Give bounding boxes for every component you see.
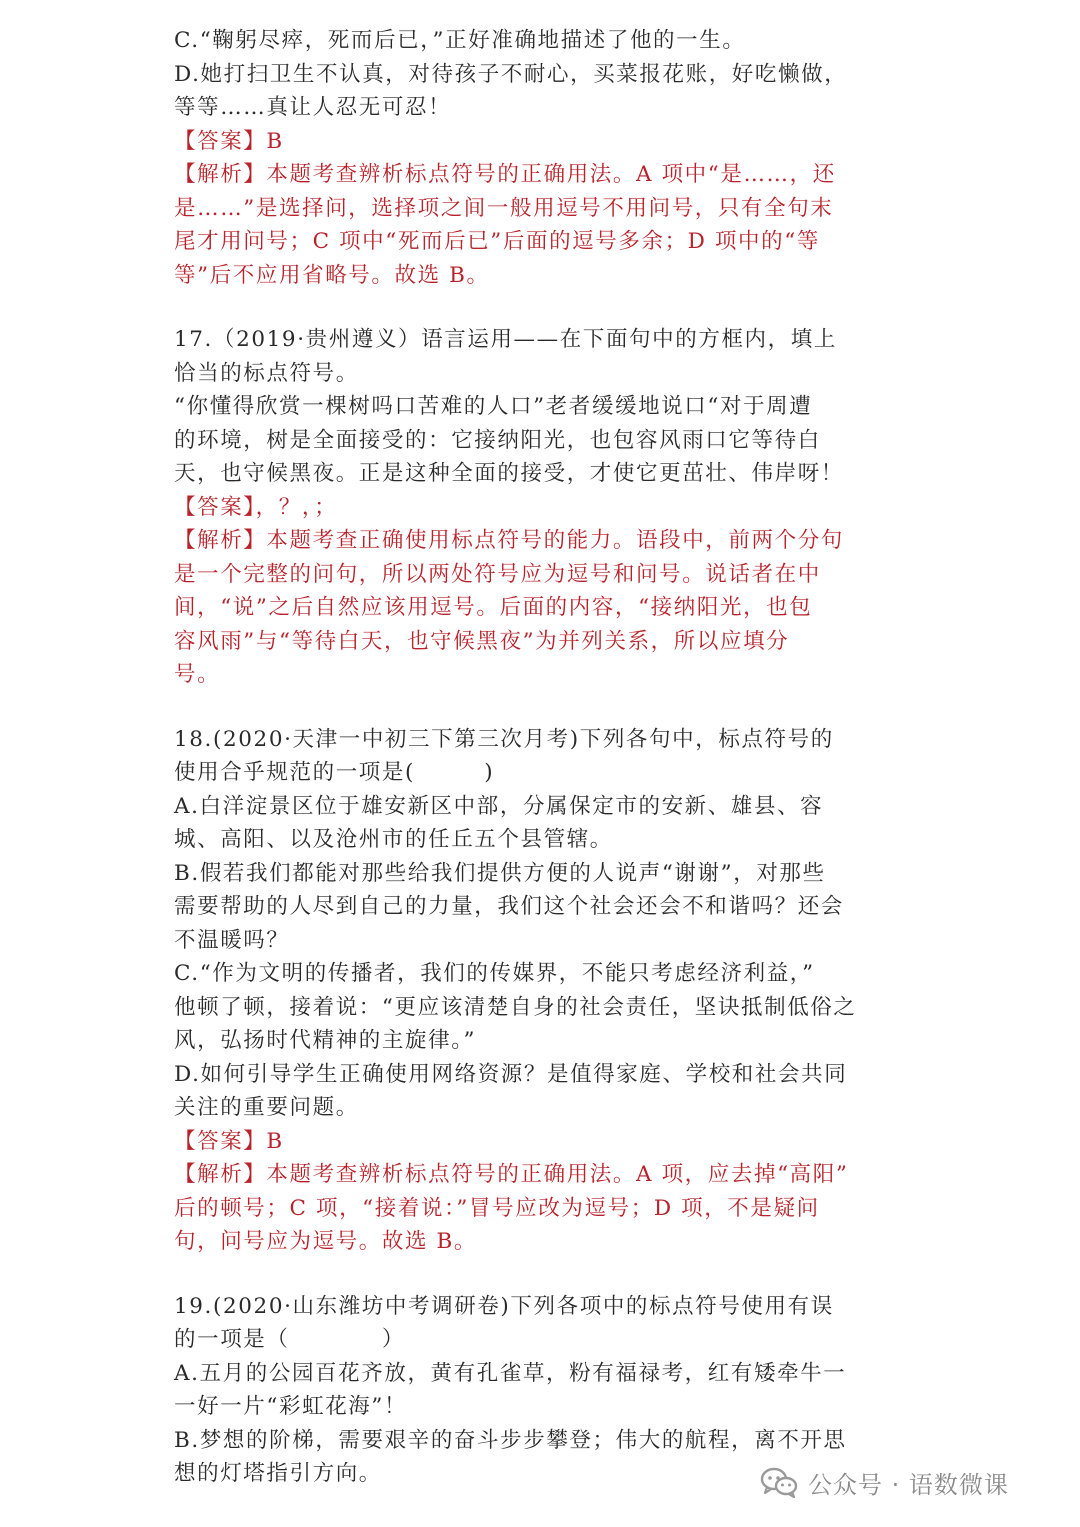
q18-stem-line1: 18.(2020·天津一中初三下第三次月考)下列各句中，标点符号的: [174, 726, 834, 752]
q19-option-a-line2: 一好一片“彩虹花海”！: [174, 1394, 408, 1419]
q19-option-a-line1: A.五月的公园百花齐放，黄有孔雀草，粉有福禄考，红有矮牵牛一: [174, 1360, 847, 1386]
q18-analysis-line2: 后的顿号；C 项，“接着说：”冒号应改为逗号；D 项，不是疑问: [174, 1195, 820, 1221]
q17-stem-line2: 恰当的标点符号。: [174, 360, 359, 386]
q17-text-line2: 的环境，树是全面接受的：它接纳阳光，也包容风雨口它等待白: [174, 427, 821, 453]
q17-analysis-line1: 【解析】本题考查正确使用标点符号的能力。语段中，前两个分句: [174, 528, 844, 553]
q18-option-d-line2: 关注的重要问题。: [174, 1095, 359, 1120]
q17-analysis-line5: 号。: [174, 662, 221, 687]
q18-option-a-line2: 城、高阳、以及沧州市的任丘五个县管辖。: [174, 827, 613, 852]
q18-option-c-line3: 风，弘扬时代精神的主旋律。”: [174, 1028, 477, 1053]
watermark-text: 公众号 · 语数微课: [808, 1470, 1009, 1499]
q18-stem-line2: 使用合乎规范的一项是( ): [174, 760, 495, 785]
wechat-icon: [760, 1466, 798, 1498]
q18-option-c-line2: 他顿了顿，接着说：“更应该清楚自身的社会责任，坚诀抵制低俗之: [174, 994, 857, 1020]
wechat-watermark: [760, 1462, 1009, 1502]
q18-option-c-line1: C.“作为文明的传播者，我们的传媒界，不能只考虑经济利益，”: [174, 961, 815, 986]
q16-analysis-line4: 等”后不应用省略号。故选 B。: [174, 262, 490, 288]
q16-option-d-line2: 等等……真让人忍无可忍！: [174, 95, 452, 120]
question-18: [174, 723, 904, 1259]
q19-option-b-line1: B.梦想的阶梯，需要艰辛的奋斗步步攀登；伟大的航程，离不开思: [174, 1427, 847, 1453]
q16-option-d-line1: D.她打扫卫生不认真，对待孩子不耐心，买菜报花账，好吃懒做，: [174, 61, 848, 87]
q18-option-b-line2: 需要帮助的人尽到自己的力量，我们这个社会还会不和谐吗？还会: [174, 894, 844, 919]
q16-option-c: C.“鞠躬尽瘁，死而后已，”正好准确地描述了他的一生。: [174, 28, 746, 53]
document-page: [174, 24, 904, 1491]
q17-analysis-line4: 容风雨”与“等待白天，也守候黑夜”为并列关系，所以应填分: [174, 628, 790, 654]
q16-analysis-line2: 是……”是选择问，选择项之间一般用逗号不用问号，只有全句末: [174, 195, 834, 221]
q17-answer: 【答案】，？，；: [174, 494, 338, 520]
q17-stem-line1: 17.（2019·贵州遵义）语言运用——在下面句中的方框内，填上: [174, 327, 837, 352]
q17-analysis-line3: 间，“说”之后自然应该用逗号。后面的内容，“接纳阳光，也包: [174, 595, 813, 620]
section-gap: [174, 292, 904, 323]
question-17: [174, 323, 904, 692]
q18-option-b-line1: B.假若我们都能对那些给我们提供方便的人说声“谢谢”，对那些: [174, 860, 826, 886]
q18-option-a-line1: A.白洋淀景区位于雄安新区中部，分属保定市的安新、雄县、容: [174, 793, 824, 819]
question-16: [174, 24, 904, 292]
q17-analysis-line2: 是一个完整的问句，所以两处符号应为逗号和问号。说话者在中: [174, 561, 821, 587]
q18-option-d-line1: D.如何引导学生正确使用网络资源？是值得家庭、学校和社会共同: [174, 1061, 848, 1087]
q19-option-b-line2: 想的灯塔指引方向。: [174, 1461, 382, 1486]
q16-analysis-line1: 【解析】本题考查辨析标点符号的正确用法。A 项中“是……，还: [174, 162, 836, 187]
q18-analysis-line3: 句，问号应为逗号。故选 B。: [174, 1229, 478, 1254]
q18-option-b-line3: 不温暖吗？: [174, 927, 290, 953]
q18-answer: 【答案】B: [174, 1128, 284, 1154]
q17-text-line3: 天，也守候黑夜。正是这种全面的接受，才使它更茁壮、伟岸呀！: [174, 461, 844, 486]
question-19: [174, 1290, 904, 1491]
section-gap: [174, 692, 904, 723]
q19-stem-line1: 19.(2020·山东潍坊中考调研卷)下列各项中的标点符号使用有误: [174, 1293, 834, 1319]
q18-analysis-line1: 【解析】本题考查辨析标点符号的正确用法。A 项，应去掉“高阳”: [174, 1162, 849, 1187]
q16-analysis-line3: 尾才用问号；C 项中“死而后已”后面的逗号多余；D 项中的“等: [174, 229, 820, 254]
q19-stem-line2: 的一项是（ ）: [174, 1327, 406, 1352]
q17-text-line1: “你懂得欣赏一棵树吗口苦难的人口”老者缓缓地说口“对于周遭: [174, 394, 813, 419]
section-gap: [174, 1259, 904, 1290]
q16-answer: 【答案】B: [174, 128, 284, 154]
